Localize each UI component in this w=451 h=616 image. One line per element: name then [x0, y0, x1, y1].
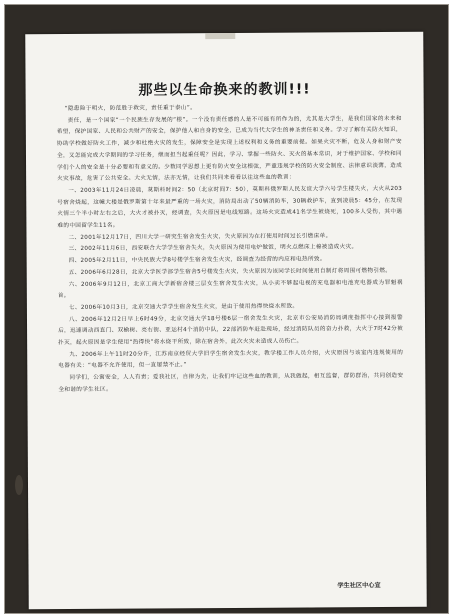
wall-stain — [15, 475, 23, 495]
notice-body — [57, 102, 404, 397]
case-paragraph: 七、2006年10月3日，北京交通大学学生宿舍发生火灾，是由于使用热得快烧水所致。 — [68, 303, 299, 311]
photo-background — [4, 4, 449, 614]
closing-paragraph: 同学们，公寓安全，人人有责；爱我社区，自律为先，让我们牢记这些血的教训，从我做起，相互监督，群防群治，共同创造安全和谐的学生社区。 — [58, 373, 404, 393]
case-paragraph: 五、2006年6月28日，北京大学医学部学生宿舍5号楼发生火灾，失火原因为该同学长时间使用自制灯将周围可燃物引燃。 — [68, 267, 392, 276]
case-paragraph: 一、2003年11月24日凌晨，莫斯科时间2：50（北京时间7：50），莫斯科俄罗斯人民友谊大学六号学生楼失火，大火从203号宿舍烧起，这幢大楼是俄罗斯第十年来最严重的一场火灾，消防局出动了50辆消防车，30辆救护车，直到凌晨5：45分，在发现火情三个半小时左右之后，大火才被扑灭，经调查，失火原因是电线短路。这场火灾造成41名学生被烧死，100多人受伤，其中遇难的中国留学生11名。 — [57, 185, 403, 230]
case-paragraph: 六、2006年9月12日，北京工商大学新宿舍楼三层女生宿舍发生火灾，从小卖不够起电视的充电器和电池充电器成为罪魁祸首。 — [57, 279, 403, 300]
case-paragraph: 八、2006年12月2日早上6时49分，北京交通大学18号楼6层一宿舍发生火灾，北京市公安局消防局调度指挥中心接到报警后，迅速调动西直门、双榆树、亮右街、亚运村4个消防中队，22部消防车赶赴现场，经过消防队员的奋力扑救，大火于7时42分被扑灭，起火原因是学生使用“热得快”将水烧干所致，除在宿舍外，此次火灾未造成人员伤亡。 — [58, 314, 404, 347]
motto-paragraph: “隐患险于明火，防范胜于救灾，责任重于泰山”。 — [64, 105, 197, 112]
case-paragraph: 四、2005年2月11日，中央民族大学8号楼学生宿舍发生火灾，经调查为经营的内应和电热所致。 — [68, 256, 326, 265]
notice-paper — [25, 32, 427, 609]
intro-paragraph: 责任，是一个国家“一个民族生存发展的”根”。一个没有责任感的人是不可能有所作为的，尤其是大学生，是我们国家的未来和希望，保护国家、人民和公共财产的安全，保护他人和自身的安全，已成为当代大学生的神圣责任和义务。学习了解有关防火知识，协助学校做好防火工作，减少和杜绝火灾的发生，保障安全是实现上述权利和义务的重要前提。如果火灾不断，危及人身和财产安全，又怎能完成大学期间的学习任务，继而担当起重任呢？因此，学习、掌握一些防火、灭火的基本常识，对于维护国家、学校和同学们个人的安全是十分必要和有意义的。少数同学思想上更有防火安全这根弦，严重违规学校的防火安全制度、法律意识淡薄，造成火灾事故，危害了公共安全。大火无情，法亦无情，让我们共同来看看以往这些血的教训： — [56, 115, 403, 183]
case-paragraph: 三、2002年11月6日，西安联合大学学生宿舍失火，失火原因为使用电炉做饭，明火点燃床上棉被造成火灾。 — [68, 244, 358, 253]
page-title: 那些以生命换来的教训!!! — [138, 81, 311, 99]
tape-strip — [205, 33, 235, 39]
case-paragraph: 二、2001年12月17日，四川大学一研究生宿舍发生火灾，失火原因为在打使用时间过长引燃床单。 — [68, 233, 332, 241]
case-paragraph: 九、2006年上午11时20分许，江苏南京经贸大学旧学生宿舍发生火灾，教学楼工作人员介绍，火灾原因与该室内违规使用的电器有关：“电器不允许使用，但一直屡禁不止。” — [58, 349, 404, 370]
signature: 学生社区中心宣 — [337, 582, 381, 590]
